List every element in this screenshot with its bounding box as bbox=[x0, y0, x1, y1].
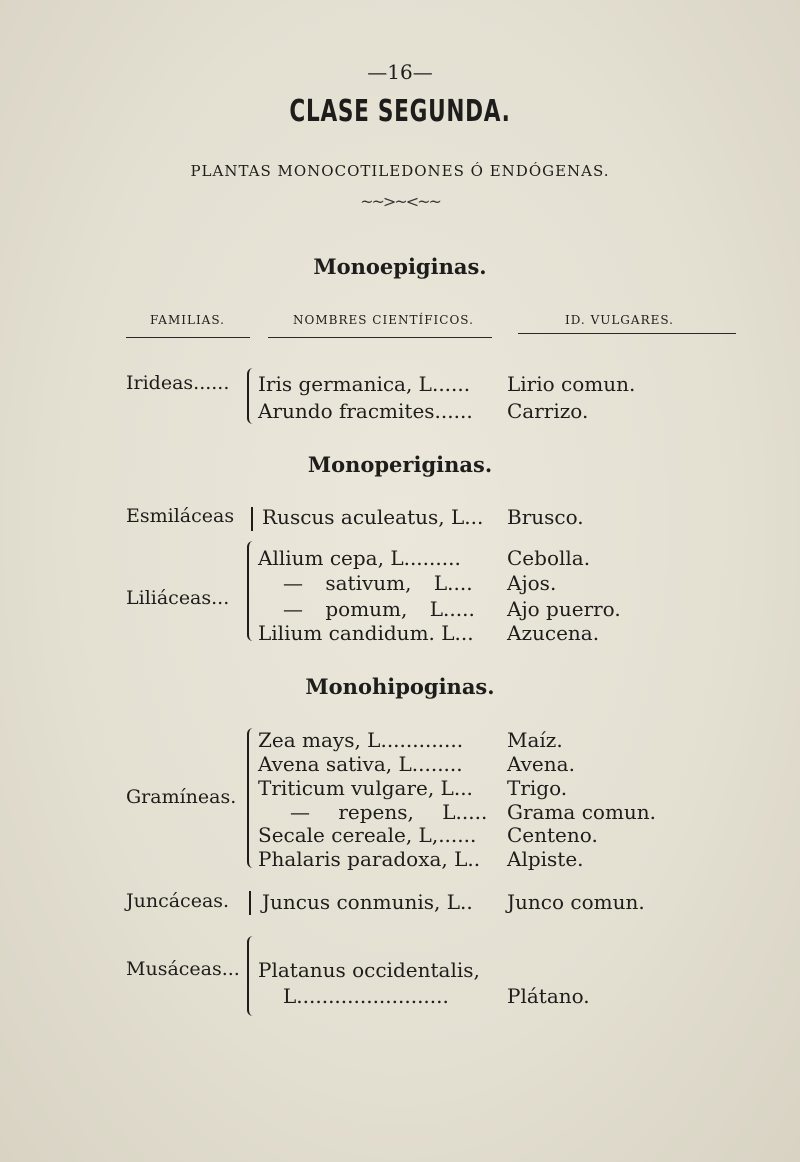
brace bbox=[247, 936, 255, 1016]
scientific-name: Juncus conmunis, L.. bbox=[262, 890, 473, 914]
vulgar-name: Junco comun. bbox=[507, 890, 645, 914]
column-header-vulgares: ID. VULGARES. bbox=[565, 313, 674, 327]
section-heading-monoperiginas: Monoperiginas. bbox=[307, 452, 493, 477]
scientific-name: Platanus occidentalis, bbox=[258, 958, 480, 982]
vulgar-name: Azucena. bbox=[507, 621, 600, 645]
vulgar-name: Ajos. bbox=[507, 571, 557, 595]
column-header-familias: FAMILIAS. bbox=[150, 313, 225, 327]
brace bbox=[247, 368, 255, 424]
column-rule-cientificos bbox=[268, 337, 492, 338]
family-label: Gramíneas. bbox=[126, 786, 237, 808]
divider-bar bbox=[249, 891, 251, 915]
scientific-name: — sativum, L.... bbox=[283, 571, 473, 595]
scientific-name: Iris germanica, L...... bbox=[258, 372, 471, 396]
vulgar-name: Brusco. bbox=[507, 505, 584, 529]
page-subtitle: PLANTAS MONOCOTILEDONES Ó ENDÓGENAS. bbox=[190, 162, 610, 180]
scientific-name: — pomum, L..... bbox=[283, 597, 475, 621]
section-heading-monoepiginas: Monoepiginas. bbox=[313, 254, 487, 279]
scientific-name: Arundo fracmites...... bbox=[258, 399, 473, 423]
vulgar-name: Carrizo. bbox=[507, 399, 589, 423]
scientific-name: — repens, L..... bbox=[290, 800, 488, 824]
column-rule-vulgares bbox=[518, 333, 736, 334]
section-heading-monohipoginas: Monohipoginas. bbox=[305, 674, 495, 699]
ornament-divider: ~~>~<~~ bbox=[360, 192, 440, 211]
scientific-name: L........................ bbox=[283, 984, 449, 1008]
page-number: —16— bbox=[367, 60, 433, 84]
page-title: CLASE SEGUNDA. bbox=[289, 94, 511, 129]
family-label: Liliáceas... bbox=[126, 587, 230, 609]
vulgar-name: Avena. bbox=[507, 752, 575, 776]
vulgar-name: Lirio comun. bbox=[507, 372, 636, 396]
vulgar-name: Alpiste. bbox=[507, 847, 584, 871]
scientific-name: Avena sativa, L........ bbox=[258, 752, 463, 776]
column-rule-familias bbox=[126, 337, 250, 338]
vulgar-name: Grama comun. bbox=[507, 800, 657, 824]
scientific-name: Ruscus aculeatus, L... bbox=[262, 505, 484, 529]
brace bbox=[247, 541, 255, 641]
family-label: Esmiláceas bbox=[126, 505, 235, 527]
scientific-name: Phalaris paradoxa, L.. bbox=[258, 847, 481, 871]
vulgar-name: Cebolla. bbox=[507, 546, 591, 570]
vulgar-name: Maíz. bbox=[507, 728, 563, 752]
vulgar-name: Trigo. bbox=[507, 776, 568, 800]
divider-bar bbox=[251, 507, 253, 531]
vulgar-name: Centeno. bbox=[507, 823, 598, 847]
column-header-cientificos: NOMBRES CIENTÍFICOS. bbox=[293, 313, 474, 327]
vulgar-name: Ajo puerro. bbox=[507, 597, 621, 621]
scientific-name: Triticum vulgare, L... bbox=[258, 776, 473, 800]
scientific-name: Zea mays, L............. bbox=[258, 728, 464, 752]
scientific-name: Allium cepa, L......... bbox=[258, 546, 461, 570]
brace bbox=[247, 728, 255, 868]
family-label: Irideas...... bbox=[126, 372, 230, 394]
family-label: Juncáceas. bbox=[126, 890, 230, 912]
scientific-name: Lilium candidum. L... bbox=[258, 621, 474, 645]
vulgar-name: Plátano. bbox=[507, 984, 590, 1008]
family-label: Musáceas... bbox=[126, 958, 240, 980]
scientific-name: Secale cereale, L,...... bbox=[258, 823, 477, 847]
